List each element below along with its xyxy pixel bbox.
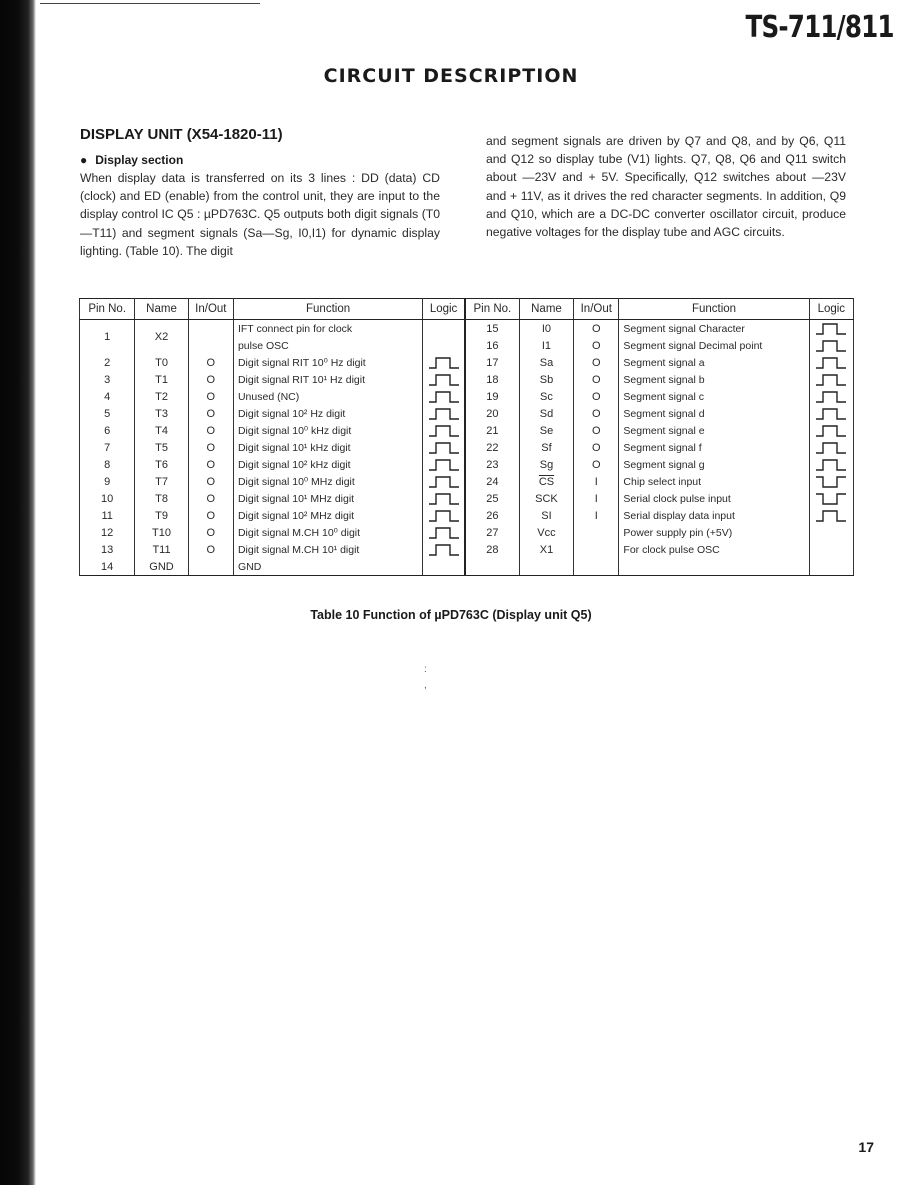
- pin-number: 12: [80, 524, 135, 541]
- header-function-right: Function: [619, 299, 809, 320]
- pin-direction: O: [188, 422, 233, 439]
- logic-pulse-icon: [423, 354, 465, 371]
- pin-number: 5: [80, 405, 135, 422]
- logic-pulse-icon: [809, 456, 853, 473]
- pin-name-right: I0: [519, 320, 573, 338]
- pin-number-right: 15: [465, 320, 519, 338]
- display-section-label: Display section: [95, 153, 184, 167]
- scan-binding-edge: [0, 0, 36, 1185]
- table-row: [80, 405, 854, 422]
- section-title: CIRCUIT DESCRIPTION: [323, 65, 579, 87]
- table-row: [80, 456, 854, 473]
- header-in-out: In/Out: [188, 299, 233, 320]
- pin-function: Digit signal M.CH 10⁰ digit: [233, 524, 422, 541]
- header-logic-right: Logic: [809, 299, 853, 320]
- pin-function-right: Segment signal c: [619, 388, 809, 405]
- pin-function: pulse OSC: [233, 337, 422, 354]
- table-row: [80, 490, 854, 507]
- logic-pulse-icon: [423, 541, 465, 558]
- pin-number: 3: [80, 371, 135, 388]
- logic-pulse-icon: [423, 473, 465, 490]
- pin-number-right: 23: [465, 456, 519, 473]
- table-body: [80, 320, 854, 576]
- pin-name: T6: [135, 456, 188, 473]
- logic-dip-icon: [809, 490, 853, 507]
- logic-pulse-icon: [423, 439, 465, 456]
- display-paragraph-right: and segment signals are driven by Q7 and Q8, and by Q6, Q11 and Q12 so display tube (V1) lights. Q7, Q8, Q6 and Q11 switch about —23V and + 5V. Specifically, Q12 switches about —23V and + 11V, as it drives the red character segments. In addition, Q9 and Q10, which are a DC-DC converter oscillator circuit, produce negative voltages for the display tube and AGC circuits.: [486, 134, 846, 240]
- model-title: TS-711/811: [745, 10, 894, 45]
- pin-number-right: [465, 558, 519, 576]
- pin-function-right: Segment signal g: [619, 456, 809, 473]
- pin-name-right: Sd: [519, 405, 573, 422]
- logic-pulse-icon: [423, 371, 465, 388]
- pin-function-right: Segment signal Decimal point: [619, 337, 809, 354]
- pin-direction: O: [188, 456, 233, 473]
- pin-function-right: For clock pulse OSC: [619, 541, 809, 558]
- display-paragraph-left: When display data is transferred on its 3 lines : DD (data) CD (clock) and ED (enable) from the control unit, they are input to the display control IC Q5 : µPD763C. Q5 outputs both digit signals (T0—T11) and segment signals (Sa—Sg, I0,I1) for dynamic display lighting. (Table 10). The digit: [80, 171, 440, 258]
- pin-number: 9: [80, 473, 135, 490]
- header-pin-no: Pin No.: [80, 299, 135, 320]
- pin-function: Digit signal M.CH 10¹ digit: [233, 541, 422, 558]
- pin-name: T0: [135, 354, 188, 371]
- pin-direction-right: [574, 541, 619, 558]
- pin-name-right: SCK: [519, 490, 573, 507]
- header-name-right: Name: [519, 299, 573, 320]
- right-column: [486, 132, 846, 241]
- logic-cell-right: [809, 541, 853, 558]
- pin-direction-right: O: [574, 439, 619, 456]
- pin-direction-right: [574, 524, 619, 541]
- pin-number: 11: [80, 507, 135, 524]
- pin-name: T2: [135, 388, 188, 405]
- pin-direction-right: O: [574, 337, 619, 354]
- pin-function: Unused (NC): [233, 388, 422, 405]
- logic-pulse-icon: [809, 422, 853, 439]
- logic-cell-right: [809, 524, 853, 541]
- pin-function: GND: [233, 558, 422, 576]
- pin-number: 13: [80, 541, 135, 558]
- logic-pulse-icon: [809, 337, 853, 354]
- logic-pulse-icon: [809, 439, 853, 456]
- pin-function-table: [79, 298, 854, 576]
- header-function: Function: [233, 299, 422, 320]
- display-section-heading: [80, 153, 440, 167]
- logic-pulse-icon: [809, 354, 853, 371]
- pin-function: Digit signal 10¹ MHz digit: [233, 490, 422, 507]
- pin-direction: O: [188, 388, 233, 405]
- left-column: [80, 126, 440, 260]
- logic-pulse-icon: [423, 388, 465, 405]
- pin-number-right: 19: [465, 388, 519, 405]
- pin-number-right: 26: [465, 507, 519, 524]
- pin-name: T1: [135, 371, 188, 388]
- pin-function-right: Chip select input: [619, 473, 809, 490]
- pin-name: GND: [135, 558, 188, 576]
- pin-direction: [188, 320, 233, 355]
- pin-name: T11: [135, 541, 188, 558]
- pin-direction-right: O: [574, 371, 619, 388]
- pin-direction-right: I: [574, 507, 619, 524]
- pin-number-right: 25: [465, 490, 519, 507]
- pin-direction: O: [188, 473, 233, 490]
- pin-function-right: Segment signal a: [619, 354, 809, 371]
- pin-number-right: 16: [465, 337, 519, 354]
- pin-name: T4: [135, 422, 188, 439]
- pin-number-right: 22: [465, 439, 519, 456]
- pin-direction: O: [188, 405, 233, 422]
- pin-direction: O: [188, 439, 233, 456]
- scan-specks: : ,: [424, 664, 427, 691]
- pin-function-right: [619, 558, 809, 576]
- logic-pulse-icon: [423, 507, 465, 524]
- pin-direction-right: O: [574, 405, 619, 422]
- pin-name-right: Vcc: [519, 524, 573, 541]
- pin-function-right: Segment signal b: [619, 371, 809, 388]
- pin-function: Digit signal 10¹ kHz digit: [233, 439, 422, 456]
- pin-direction-right: O: [574, 320, 619, 338]
- pin-direction: O: [188, 371, 233, 388]
- pin-name: T8: [135, 490, 188, 507]
- pin-name-right: [519, 558, 573, 576]
- logic-cell: [423, 558, 465, 576]
- pin-number: 8: [80, 456, 135, 473]
- pin-direction-right: I: [574, 473, 619, 490]
- pin-name: T10: [135, 524, 188, 541]
- pin-number: 10: [80, 490, 135, 507]
- table-row: [80, 388, 854, 405]
- logic-pulse-icon: [809, 371, 853, 388]
- logic-pulse-icon: [423, 422, 465, 439]
- pin-name: T7: [135, 473, 188, 490]
- pin-direction: O: [188, 541, 233, 558]
- table-header-row: [80, 299, 854, 320]
- table-row: [80, 524, 854, 541]
- pin-direction-right: O: [574, 422, 619, 439]
- pin-name-right: X1: [519, 541, 573, 558]
- pin-direction: O: [188, 490, 233, 507]
- pin-name-right: Sa: [519, 354, 573, 371]
- pin-direction-right: [574, 558, 619, 576]
- table-row: [80, 558, 854, 576]
- table-row: [80, 354, 854, 371]
- pin-direction-right: O: [574, 388, 619, 405]
- pin-function-right: Segment signal d: [619, 405, 809, 422]
- table-row: [80, 320, 854, 338]
- pin-number-right: 21: [465, 422, 519, 439]
- pin-direction: O: [188, 524, 233, 541]
- display-unit-heading: DISPLAY UNIT (X54-1820-11): [80, 126, 283, 143]
- pin-number: 7: [80, 439, 135, 456]
- logic-pulse-icon: [423, 524, 465, 541]
- pin-name-right: I1: [519, 337, 573, 354]
- pin-name: T5: [135, 439, 188, 456]
- pin-number: 2: [80, 354, 135, 371]
- pin-name-right: Sc: [519, 388, 573, 405]
- header-logic: Logic: [423, 299, 465, 320]
- pin-function-right: Segment signal f: [619, 439, 809, 456]
- page-number: 17: [858, 1139, 874, 1155]
- pin-number-right: 18: [465, 371, 519, 388]
- pin-number-right: 27: [465, 524, 519, 541]
- table-row: [80, 473, 854, 490]
- logic-pulse-icon: [809, 405, 853, 422]
- pin-number: 1: [80, 320, 135, 355]
- pin-function-right: Serial clock pulse input: [619, 490, 809, 507]
- table-row: [80, 371, 854, 388]
- logic-dip-icon: [809, 473, 853, 490]
- pin-name-right: Sf: [519, 439, 573, 456]
- table-row: [80, 439, 854, 456]
- pin-direction: [188, 558, 233, 576]
- pin-function-right: Power supply pin (+5V): [619, 524, 809, 541]
- logic-cell-right: [809, 558, 853, 576]
- header-pin-no-right: Pin No.: [465, 299, 519, 320]
- table-row: [80, 541, 854, 558]
- pin-number-right: 20: [465, 405, 519, 422]
- top-rule: [40, 3, 260, 4]
- pin-function: Digit signal 10² MHz digit: [233, 507, 422, 524]
- pin-name-right: Sb: [519, 371, 573, 388]
- pin-name-right: Se: [519, 422, 573, 439]
- pin-function: IFT connect pin for clock: [233, 320, 422, 338]
- pin-name-right: SI: [519, 507, 573, 524]
- pin-function: Digit signal RIT 10⁰ Hz digit: [233, 354, 422, 371]
- pin-function: Digit signal 10² Hz digit: [233, 405, 422, 422]
- pin-number-right: 24: [465, 473, 519, 490]
- logic-pulse-icon: [423, 405, 465, 422]
- logic-pulse-icon: [809, 320, 853, 338]
- pin-name-right: $\overline{CS}$: [519, 473, 573, 490]
- pin-name: T9: [135, 507, 188, 524]
- pin-function: Digit signal 10⁰ kHz digit: [233, 422, 422, 439]
- pin-direction-right: O: [574, 354, 619, 371]
- logic-pulse-icon: [809, 507, 853, 524]
- header-in-out-right: In/Out: [574, 299, 619, 320]
- pin-function-right: Serial display data input: [619, 507, 809, 524]
- pin-function: Digit signal 10⁰ MHz digit: [233, 473, 422, 490]
- pin-function-right: Segment signal Character: [619, 320, 809, 338]
- logic-pulse-icon: [423, 490, 465, 507]
- pin-number: 4: [80, 388, 135, 405]
- table-row: [80, 422, 854, 439]
- pin-number: 6: [80, 422, 135, 439]
- pin-function-right: Segment signal e: [619, 422, 809, 439]
- pin-name-right: Sg: [519, 456, 573, 473]
- table-row: [80, 507, 854, 524]
- pin-direction: O: [188, 507, 233, 524]
- pin-name: T3: [135, 405, 188, 422]
- pin-name: X2: [135, 320, 188, 355]
- pin-direction-right: O: [574, 456, 619, 473]
- logic-cell: [423, 320, 465, 355]
- pin-function: Digit signal RIT 10¹ Hz digit: [233, 371, 422, 388]
- pin-function: Digit signal 10² kHz digit: [233, 456, 422, 473]
- table-caption: Table 10 Function of µPD763C (Display unit Q5): [310, 608, 592, 622]
- pin-number: 14: [80, 558, 135, 576]
- pin-direction-right: I: [574, 490, 619, 507]
- logic-pulse-icon: [423, 456, 465, 473]
- logic-pulse-icon: [809, 388, 853, 405]
- pin-direction: O: [188, 354, 233, 371]
- pin-number-right: 28: [465, 541, 519, 558]
- pin-number-right: 17: [465, 354, 519, 371]
- bullet-icon: ●: [80, 153, 88, 167]
- header-name: Name: [135, 299, 188, 320]
